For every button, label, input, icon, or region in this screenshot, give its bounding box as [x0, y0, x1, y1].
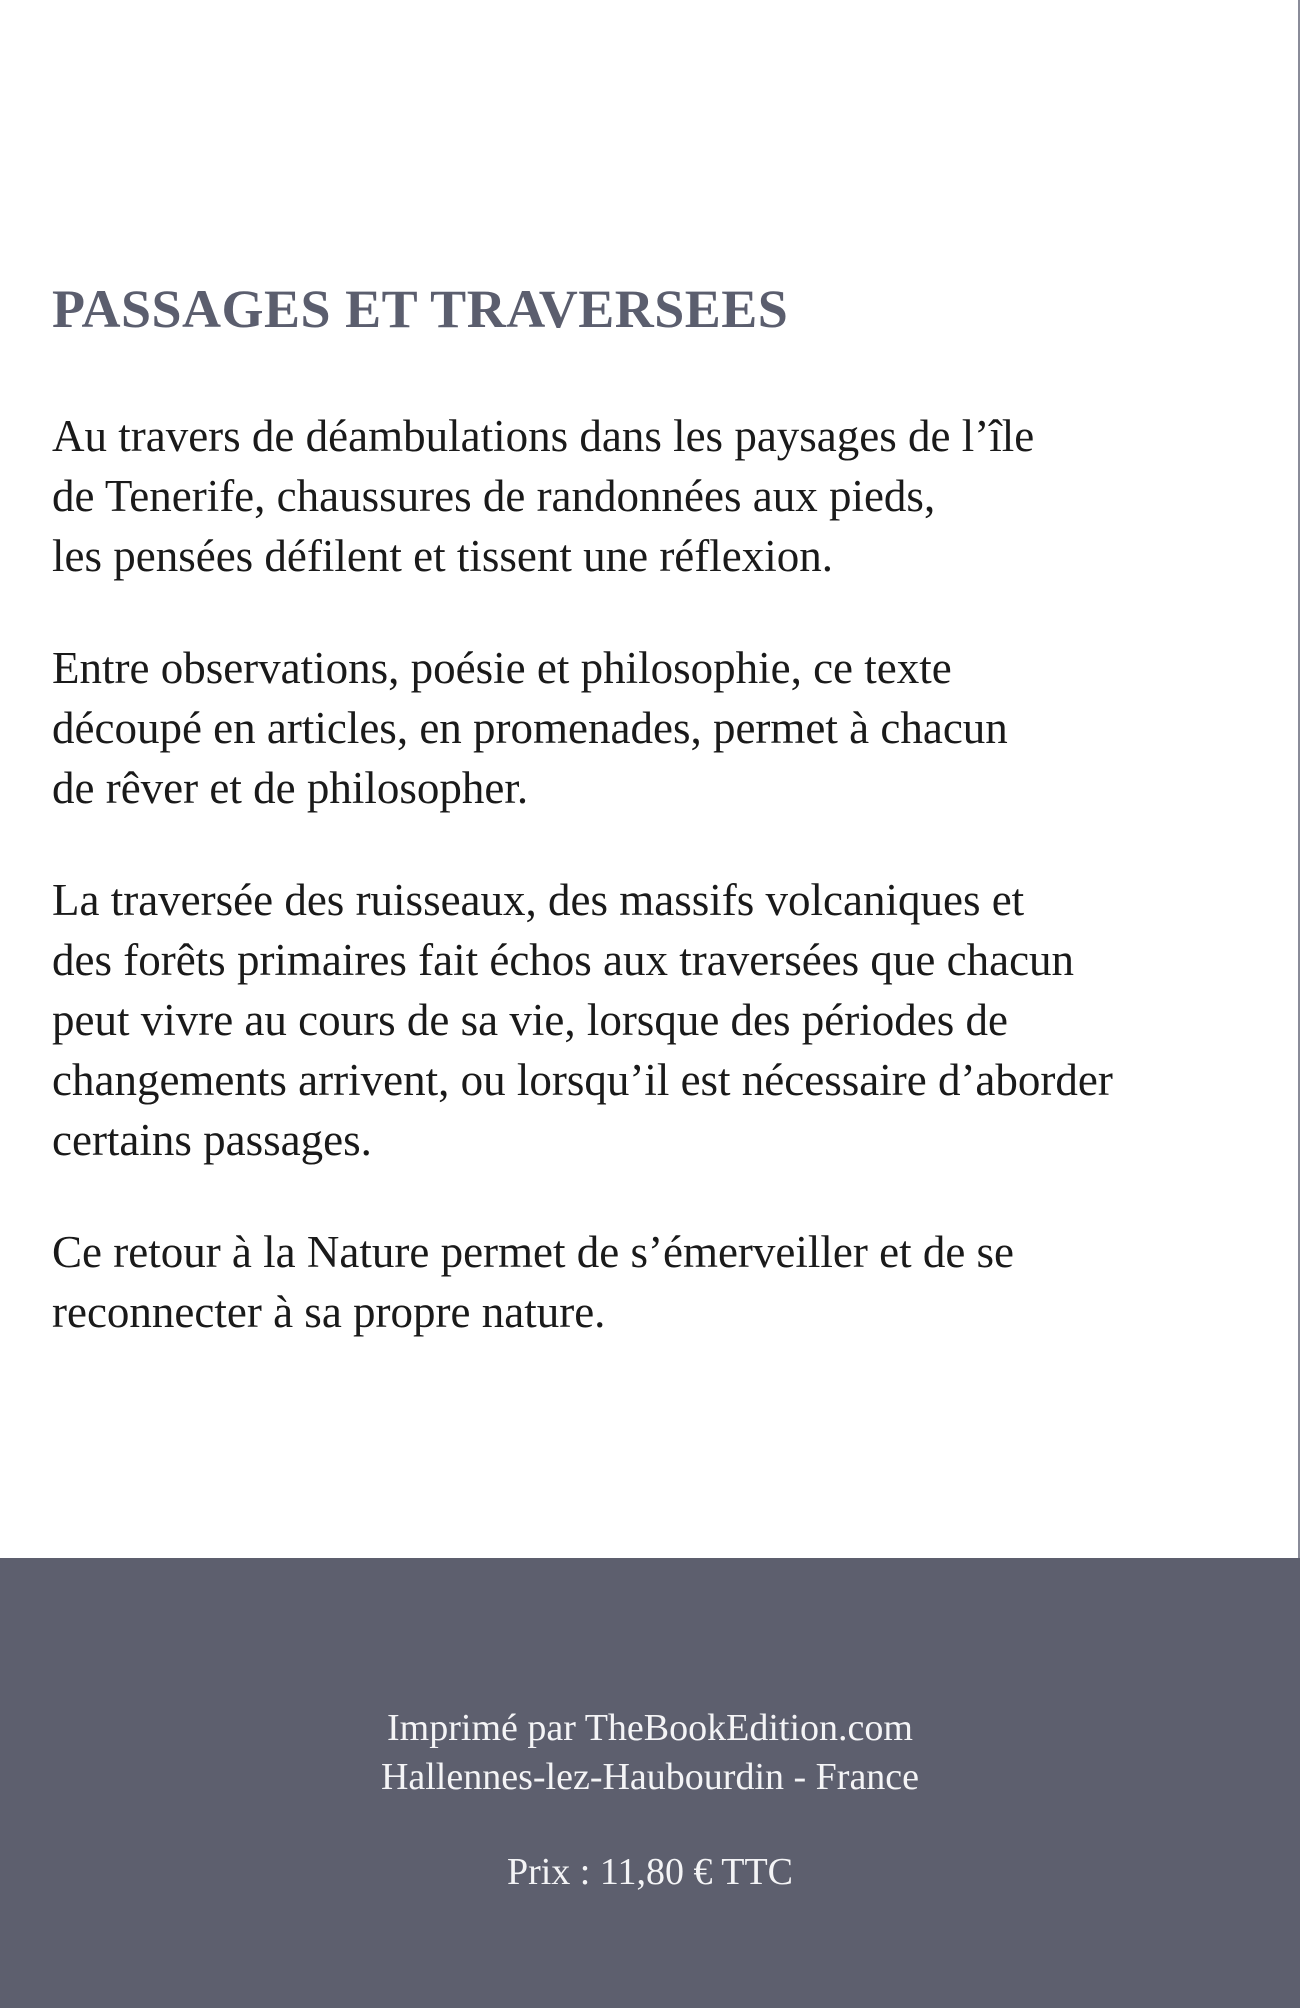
- blurb-line: découpé en articles, en promenades, permet à chacun: [52, 703, 1008, 753]
- blurb-paragraph-4: [52, 1222, 1252, 1342]
- blurb-line: reconnecter à sa propre nature.: [52, 1287, 606, 1337]
- blurb-line: Ce retour à la Nature permet de s’émerveiller et de se: [52, 1227, 1015, 1277]
- price-label: Prix : 11,80 € TTC: [506, 1851, 794, 1893]
- blurb-line: des forêts primaires fait échos aux traversées que chacun: [52, 935, 1075, 985]
- blurb-line: changements arrivent, ou lorsqu’il est nécessaire d’aborder: [52, 1055, 1113, 1105]
- book-title: PASSAGES ET TRAVERSEES: [52, 279, 789, 339]
- cover-text-area: [52, 276, 1252, 1342]
- blurb-paragraph-2: [52, 638, 1252, 818]
- printer-info: [0, 1704, 1300, 1802]
- blurb-line: de rêver et de philosopher.: [52, 763, 529, 813]
- printer-location: Hallennes-lez-Haubourdin - France: [380, 1756, 920, 1798]
- blurb-line: peut vivre au cours de sa vie, lorsque des périodes de: [52, 995, 1008, 1045]
- blurb-line: La traversée des ruisseaux, des massifs volcaniques et: [52, 875, 1025, 925]
- blurb-line: certains passages.: [52, 1115, 372, 1165]
- publisher-footer: [0, 1558, 1300, 2008]
- blurb-paragraph-3: [52, 870, 1252, 1170]
- printer-line: Imprimé par TheBookEdition.com: [387, 1707, 913, 1749]
- blurb-line: les pensées défilent et tissent une réflexion.: [52, 531, 833, 581]
- blurb-line: Entre observations, poésie et philosophie, ce texte: [52, 643, 952, 693]
- blurb-line: Au travers de déambulations dans les paysages de l’île: [52, 411, 1035, 461]
- blurb-paragraph-1: [52, 406, 1252, 586]
- blurb-line: de Tenerife, chaussures de randonnées aux pieds,: [52, 471, 936, 521]
